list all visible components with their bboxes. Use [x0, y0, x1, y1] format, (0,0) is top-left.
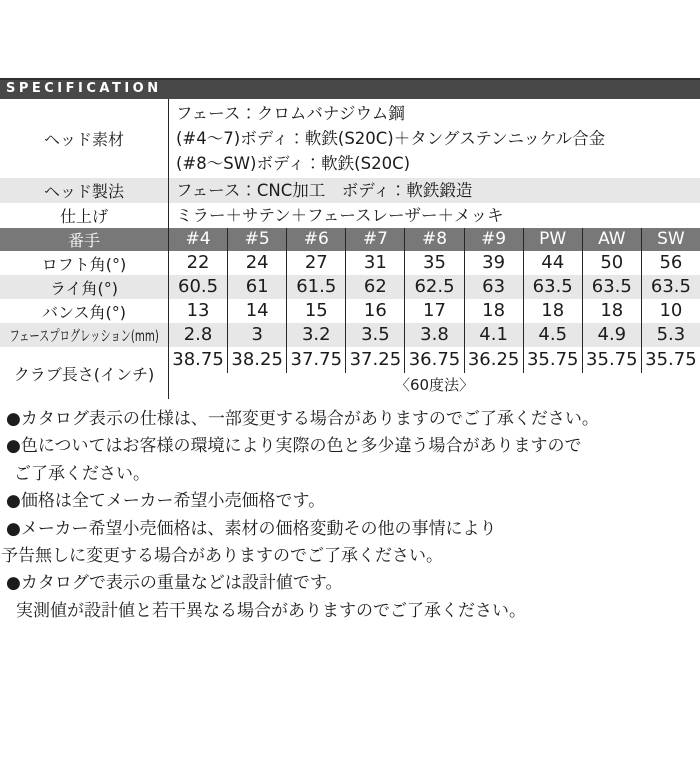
table-cell: 56 [641, 251, 700, 275]
bounce-angle-row [0, 299, 700, 323]
table-cell: 18 [523, 299, 582, 323]
lie-angle-row [0, 275, 700, 299]
table-cell: 17 [404, 299, 463, 323]
column-header: SW [641, 228, 700, 251]
table-cell: 36.75 [404, 347, 463, 373]
table-cell: 15 [286, 299, 345, 323]
head-material-label: ヘッド素材 [43, 130, 124, 149]
table-cell: 61.5 [286, 275, 345, 299]
info-table [0, 99, 700, 228]
specification-title-bar [0, 78, 700, 99]
club-length-label: クラブ長さ(インチ) [13, 364, 155, 384]
note-line: 実測値が設計値と若干異なる場合がありますのでご了承ください。 [16, 600, 526, 621]
table-cell: 39 [464, 251, 523, 275]
column-header: #5 [227, 228, 286, 251]
column-header: #4 [168, 228, 227, 251]
table-cell: 38.75 [168, 347, 227, 373]
table-cell: 3.8 [404, 323, 463, 347]
table-cell: 61 [227, 275, 286, 299]
table-cell: 62.5 [404, 275, 463, 299]
head-construction-value: フェース：CNC加工 ボディ：軟鉄鍛造 [168, 178, 700, 203]
table-cell: 14 [227, 299, 286, 323]
head-material-value [168, 99, 700, 178]
table-cell: 2.8 [168, 323, 227, 347]
note-line: ご了承ください。 [14, 463, 150, 484]
table-cell: 3.5 [345, 323, 404, 347]
column-header: PW [523, 228, 582, 251]
table-cell: 63 [464, 275, 523, 299]
note-line: ●カタログ表示の仕様は、一部変更する場合がありますのでご了承ください。 [6, 409, 599, 429]
column-header: AW [582, 228, 641, 251]
page [0, 78, 700, 778]
finish-value: ミラー＋サテン＋フェースレーザー＋メッキ [168, 203, 700, 228]
column-header: #6 [286, 228, 345, 251]
head-material-line-2: (#4～7)ボディ：軟鉄(S20C)＋タングステンニッケル合金 [176, 129, 606, 148]
table-cell: 60.5 [168, 275, 227, 299]
table-cell: 63.5 [582, 275, 641, 299]
table-cell: 44 [523, 251, 582, 275]
column-header: #7 [345, 228, 404, 251]
table-cell: 37.75 [286, 347, 345, 373]
table-cell: 4.1 [464, 323, 523, 347]
table-cell: 18 [464, 299, 523, 323]
table-cell: 36.25 [464, 347, 523, 373]
face-progression-label-text: フェースプログレッション(mm) [9, 327, 159, 345]
row-head-construction [0, 178, 700, 203]
column-header: #9 [464, 228, 523, 251]
table-cell: 5.3 [641, 323, 700, 347]
note-line: ●色についてはお客様の環境により実際の色と多少違う場合がありますので [6, 436, 582, 457]
row-head-material [0, 99, 700, 178]
table-cell: 3 [227, 323, 286, 347]
club-length-row [0, 347, 700, 399]
table-cell: 35.75 [582, 347, 641, 373]
table-cell: 13 [168, 299, 227, 323]
table-cell: 4.5 [523, 323, 582, 347]
club-number-label: 番手 [67, 231, 100, 250]
table-cell: 62 [345, 275, 404, 299]
measurement-method-note: 〈60度法〉 [168, 373, 700, 399]
head-construction-label: ヘッド製法 [43, 182, 124, 201]
column-header: #8 [404, 228, 463, 251]
note-line: ●メーカー希望小売価格は、素材の価格変動その他の事情により [6, 518, 497, 539]
table-cell: 10 [641, 299, 700, 323]
face-progression-row [0, 323, 700, 347]
note-line: ●カタログで表示の重量などは設計値です。 [6, 573, 343, 594]
finish-label: 仕上げ [59, 207, 108, 226]
lie-angle-label: ライ角(°) [49, 278, 118, 298]
row-finish [0, 203, 700, 228]
club-number-header-row [0, 228, 700, 251]
table-cell: 63.5 [641, 275, 700, 299]
table-cell: 16 [345, 299, 404, 323]
table-cell: 18 [582, 299, 641, 323]
table-cell: 27 [286, 251, 345, 275]
head-material-line-3: (#8～SW)ボディ：軟鉄(S20C) [176, 154, 411, 173]
table-cell: 22 [168, 251, 227, 275]
loft-angle-row [0, 251, 700, 275]
table-cell: 24 [227, 251, 286, 275]
table-cell: 35 [404, 251, 463, 275]
table-cell: 31 [345, 251, 404, 275]
bounce-angle-label: バンス角(°) [41, 302, 126, 322]
table-cell: 4.9 [582, 323, 641, 347]
table-cell: 35.75 [523, 347, 582, 373]
head-material-line-1: フェース：クロムバナジウム鋼 [176, 104, 405, 123]
table-cell: 63.5 [523, 275, 582, 299]
loft-angle-label: ロフト角(°) [41, 254, 127, 274]
face-progression-label [0, 323, 168, 347]
specification-title: SPECIFICATION [6, 81, 162, 96]
spec-number-table [0, 228, 700, 399]
table-cell: 37.25 [345, 347, 404, 373]
note-line: 予告無しに変更する場合がありますのでご了承ください。 [1, 546, 443, 567]
table-cell: 50 [582, 251, 641, 275]
notes-section [0, 406, 700, 625]
table-cell: 3.2 [286, 323, 345, 347]
note-line: ●価格は全てメーカー希望小売価格です。 [6, 491, 326, 512]
table-cell: 35.75 [641, 347, 700, 373]
table-cell: 38.25 [227, 347, 286, 373]
